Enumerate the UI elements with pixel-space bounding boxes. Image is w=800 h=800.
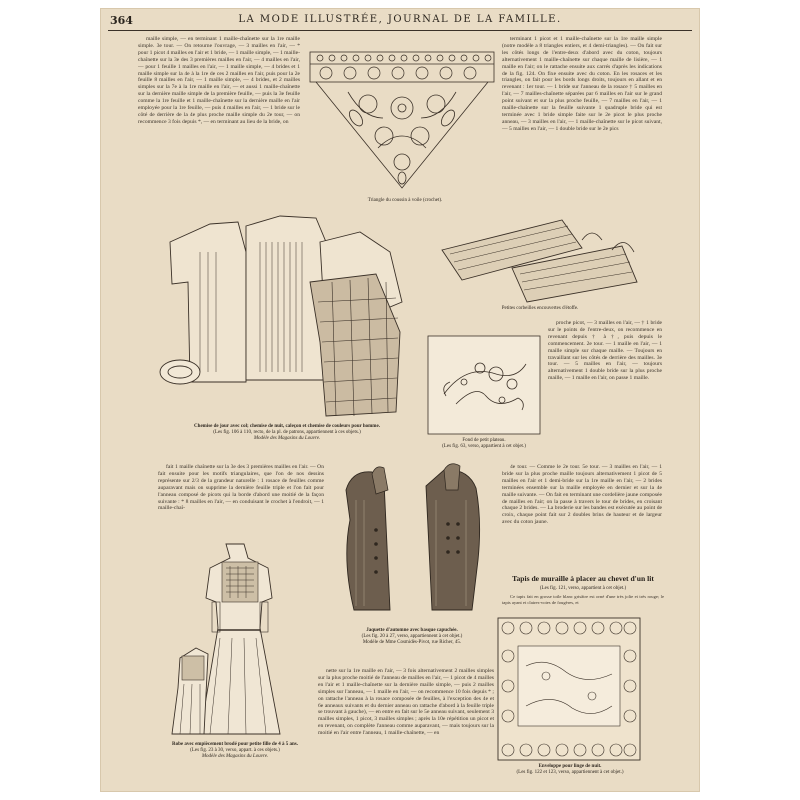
caption-baskets: Petites corbeilles encouvertes d'étoffe.: [501, 306, 579, 311]
caption-panel-note: (Les fig. 63, verso, appartient à cet objet.): [442, 444, 526, 449]
caption-dress-title: Robe avec empiècement brodé pour petite fille de 4 à 5 ans.: [172, 742, 298, 747]
caption-shirts: [146, 424, 428, 442]
baskets-illustration: [432, 210, 642, 306]
floral-panel-illustration: [426, 334, 542, 436]
text-column-bottom-mid: [318, 668, 494, 784]
caption-jacket-title: Jaquette d'automne avec basque capuchée.: [366, 628, 458, 633]
lace-envelope-illustration: [496, 616, 642, 762]
header-rule: [108, 30, 692, 31]
text-tapis-description: [502, 594, 664, 612]
text-column-top-left: [138, 36, 300, 224]
paragraph: proche picot, — 3 mailles en l'air, — † 1 bride sur le points de l'entre-deux, on recommence en revenant depuis † à †, puis depuis le commencement. 2e tour. — 1 maille en l'air, — 1 maille simple sur chaque maille. — Toujours en travaillant sur les côtés de derrière des mailles. 3e tour. — 5 mailles en l'air, — toujours alternativement 1 double bride sur la plus proche maille, — 1 maille en l'air, on passe 1 maille.: [548, 320, 662, 382]
paragraph: 4e tour. — Comme le 2e tour. 5e tour. — 3 mailles en l'air, — 1 bride sur la plus proche maille toujours alternativement 1 picot de 5 mailles en l'air et 1 demi-bride sur la 1re maille en l'air, — 2 brides terminées ensemble sur la maille employée en dernier et sur la 4e maille suivante. — On fait en terminant une cordelière jaune composée de mailles en l'air; on la passe à travers le tour de brides, en croisant chaque 2 brides. — La broderie sur les bandes est exécutée au point de croix, chaque point fait sur 2 doubles brins de hauteur et de largeur avec du coton jaune.: [502, 464, 662, 526]
caption-shirts-title: Chemise de jour avec col; chemise de nuit, caleçon et chemise de couleurs pour homme.: [194, 424, 380, 429]
caption-dress-credit: Modèle des Magasins du Louvre.: [201, 754, 269, 759]
page-header: [100, 14, 700, 28]
paragraph: Ce tapis fait en grosse toile blanc grisâtre est orné d'une très jolie et très rouge; le tapis ayant et claires-voies de fougères, et: [502, 594, 664, 605]
caption-panel-title: Fond de petit plateau.: [462, 438, 506, 443]
journal-title: LA MODE ILLUSTRÉE, JOURNAL DE LA FAMILLE.: [238, 14, 562, 25]
caption-jacket: [332, 628, 492, 646]
page-number: 364: [110, 14, 133, 27]
text-column-right-lower: [502, 464, 662, 544]
paragraph: fait 1 maille chaînette sur la 3e des 3 premières mailles en l'air. — On fait ensuite pour les motifs triangulaires, que l'on de nos dessins représente sur 2/3 de la grandeur naturelle : 1 rosace de feuilles comme auparavant mais on supprime la dernière feuille triple et l'on fait pour l'anneau composé de picots qui la borde d'abord une moitié de la façon suivante : * 8 mailles en l'air, — en conduisant le crochet à l'endroit, — 1 maille-chaî-: [158, 464, 324, 512]
caption-dress: [160, 742, 310, 760]
text-column-mid-left: [158, 464, 324, 526]
caption-dress-note: (Les fig. 23 à 30, verso, appart. à ces objets.): [190, 748, 280, 753]
paragraph: terminant 1 picot et 1 maille-chaînette sur la 1re maille simple (notre modèle a 8 triangles entiers, et 4 demi-triangles). — On fait sur les côtés longs de l'entre-deux d'abord avec du coton, toujours alternativement 1 maille-chaînette sur chaque maille de lisière, — 1 maille en l'air; on le rattache ensuite aux carrés d'après les indications de la fig. 124. On fixe ensuite avec du coton. En les rosaces et les triangles, on fait pour les bords longs droits, toujours en allant et en revenant : 1er tour. — 1 bride sur l'anneau de la rosace † 5 mailles en l'air, — 7 mailles-chaînette séparées par 6 mailles en l'air sur le grand point suivant et sur la plus proche feuille, — 7 mailles en l'air, — 1 maille-chaînette sur la feuille suivante 1 quadruple bride qui est terminée avec 1 bride simple faite sur le 2e picot le plus proche anneau, — 3 mailles en l'air, — 1 maille-chaînette sur le picot suivant, — 5 mailles en l'air, — 1 double bride sur le 2e pics: [502, 36, 662, 132]
caption-shirts-credit: Modèle des Magasins du Louvre.: [253, 436, 321, 441]
caption-envelope-note: (Les fig. 122 et 123, verso, appartiennent à cet objet.): [516, 770, 624, 775]
journal-page: [100, 8, 700, 792]
paragraph: nette sur la 1re maille en l'air, — 3 fois alternativement 2 mailles simples sur la plus proche moitié de l'anneau de mailles en l'air, — 1 picot de 4 mailles en l'air et 1 maille-chaînette sur la dernière maille simple, — puis 2 mailles simples sur l'anneau, — 1 maille en l'air, — on recommence 10 fois depuis * ; on rattache l'anneau à la rosace composée de feuilles, à l'exception des 4e et 6e anneaux suivants et du dernier anneau on rattache d'abord à la feuille triple se trouvant à gauche), — en entre en fait sur le 5e anneau suivant, seulement 3 mailles simples, 1 picot, 3 mailles simples ; après la 10e répétition un picot et en revenant, on complète l'anneau comme auparavant, — mais toujours sur la moitié en l'air entre l'anneau, 1 maille-chaînette, — en: [318, 668, 494, 737]
girls-dress-illustration: [156, 538, 306, 740]
text-column-mid-right: [548, 320, 662, 456]
caption-triangle: Triangle du coussin à voile (crochet).: [367, 198, 443, 203]
lace-triangle-illustration: [308, 48, 496, 198]
section-subtitle-tapis: (Les fig. 121, verso, appartient à cet objet.): [539, 586, 627, 591]
mens-shirts-illustration: [150, 212, 418, 422]
caption-envelope-title: Enveloppe pour linge de nuit.: [538, 764, 602, 769]
caption-panel: [420, 438, 548, 450]
caption-jacket-note: (Les fig. 20 à 27, verso, appartiennent à cet objet.): [361, 634, 463, 639]
caption-shirts-note: (Les fig. 106 à 110, recto, de la pl. de patrons, appartiennent à ces objets.): [213, 430, 361, 435]
paragraph: maille simple, — en terminant 1 maille-chaînette sur la 1re maille simple. 3e tour. — On retourne l'ouvrage, — 3 mailles en l'air, — * pour 1 picot 4 mailles en l'air et 1 bride, — 1 maille simple, — 1 maille-chaînette sur la 3e des 3 premières mailles en l'air, — 4 mailles en l'air, — pour 1 feuille 1 mailles en l'air, — 1 maille simple, — 4 brides et 1 maille simple sur la 4e à la 1re de ces 2 mailles en l'air, puis pour la 2e feuille 8 mailles en l'air, — 1 maille simple, — 4 brides, et 2 mailles simples sur la 7e à la 1re maille en l'air, — et aussi 1 maille-chaînette sur la dernière maille simple de la première feuille, — puis la 3e feuille comme la 1re feuille et 1 maille-chaînette sur la dernière maille en l'air employée pour la 1re feuille, — puis 4 mailles en l'air, — 1 bride sur le côté de derrière de la 4e plus proche maille simple du 2e tour, — on recommence 3 fois depuis *, — en terminant au lieu de la bride, on: [138, 36, 300, 125]
text-column-top-right: [502, 36, 662, 208]
caption-jacket-credit: Modèle de Mme Cosmidès-Pivot, rue Richer, 45.: [362, 640, 462, 645]
jacket-illustration: [332, 460, 492, 628]
section-title-tapis: Tapis de muraille à placer au chevet d'un lit: [512, 574, 654, 583]
caption-envelope: [494, 764, 646, 776]
